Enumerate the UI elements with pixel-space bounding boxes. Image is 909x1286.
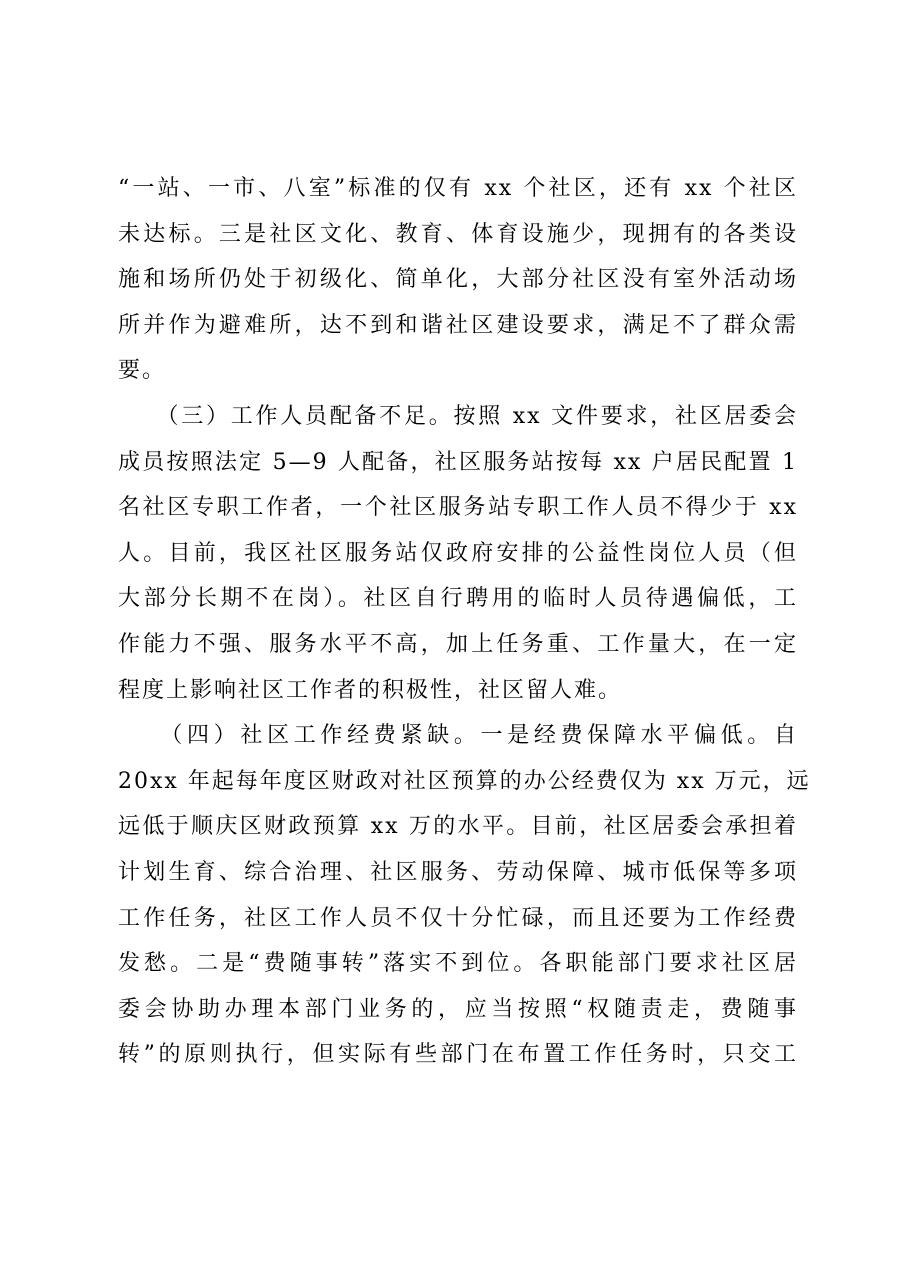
paragraph-staffing xyxy=(118,394,798,713)
text-line: 转”的原则执行，但实际有些部门在布置工作任务时，只交工 xyxy=(118,1042,798,1068)
text-line: 要。 xyxy=(118,358,167,384)
text-line: 远低于顺庆区财政预算 xx 万的水平。目前，社区居委会承担着 xyxy=(118,814,798,840)
text-line: 未达标。三是社区文化、教育、体育设施少，现拥有的各类设 xyxy=(118,221,798,247)
text-line: 计划生育、综合治理、社区服务、劳动保障、城市低保等多项 xyxy=(118,859,798,885)
text-line: （四）社区工作经费紧缺。一是经费保障水平偏低。自 xyxy=(118,723,798,749)
text-line: 人。目前，我区社区服务站仅政府安排的公益性岗位人员（但 xyxy=(118,540,798,566)
text-line: 20xx 年起每年度区财政对社区预算的办公经费仅为 xx 万元，远 xyxy=(118,768,811,794)
text-line: “一站、一市、八室”标准的仅有 xx 个社区，还有 xx 个社区 xyxy=(118,176,798,201)
text-line: 工作任务，社区工作人员不仅十分忙碌，而且还要为工作经费 xyxy=(118,905,798,931)
text-line: 大部分长期不在岗）。社区自行聘用的临时人员待遇偏低，工 xyxy=(118,586,798,612)
text-line: 成员按照法定 5—9 人配备，社区服务站按每 xx 户居民配置 1 xyxy=(118,449,798,475)
text-line: 程度上影响社区工作者的积极性，社区留人难。 xyxy=(118,677,623,703)
text-line: 名社区专职工作者，一个社区服务站专职工作人员不得少于 xx xyxy=(118,495,798,521)
text-line: 所并作为避难所，达不到和谐社区建设要求，满足不了群众需 xyxy=(118,312,798,338)
paragraph-facilities xyxy=(118,166,798,394)
text-line: 作能力不强、服务水平不高，加上任务重、工作量大，在一定 xyxy=(118,631,798,657)
document-body xyxy=(118,166,811,1078)
text-line: （三）工作人员配备不足。按照 xx 文件要求，社区居委会 xyxy=(118,403,798,429)
text-line: 发愁。二是“费随事转”落实不到位。各职能部门要求社区居 xyxy=(118,951,798,977)
paragraph-funding xyxy=(118,713,811,1078)
text-line: 委会协助办理本部门业务的，应当按照“权随责走，费随事 xyxy=(118,996,798,1022)
text-line: 施和场所仍处于初级化、简单化，大部分社区没有室外活动场 xyxy=(118,267,798,293)
